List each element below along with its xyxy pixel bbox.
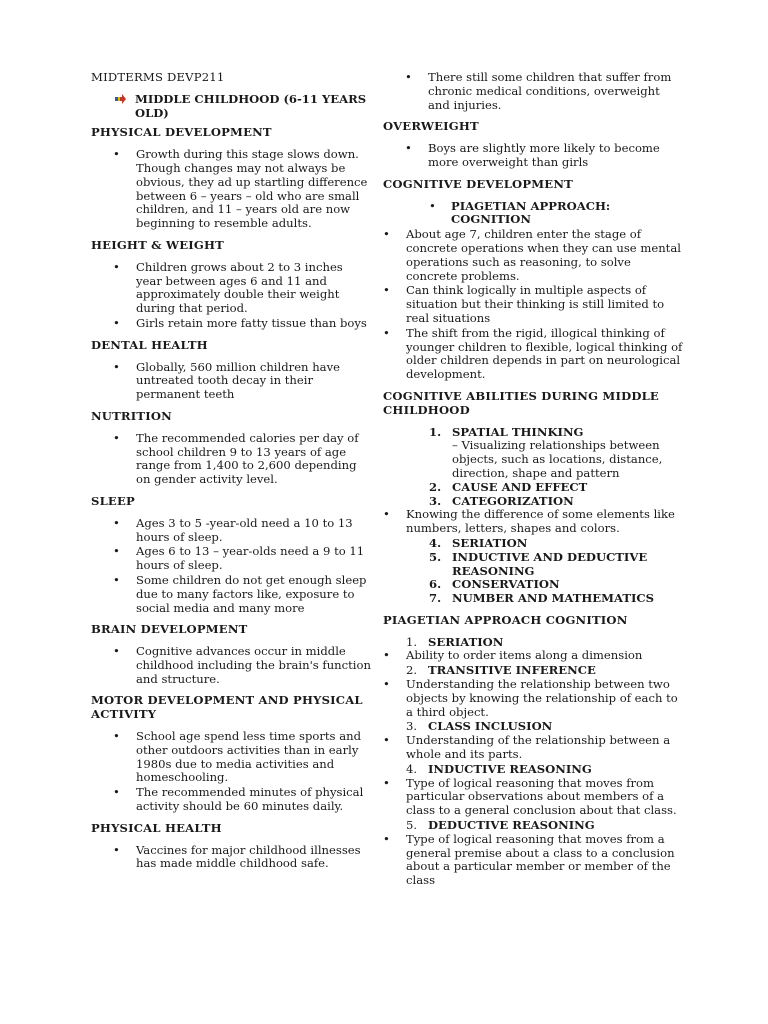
list-item — [383, 578, 683, 592]
numbered-list — [383, 664, 683, 678]
bullet-list — [383, 833, 683, 888]
bullet-list — [383, 734, 683, 762]
item-label: TRANSITIVE INFERENCE — [428, 663, 596, 678]
bullet-list — [91, 261, 371, 331]
list-item — [383, 720, 683, 734]
bullet-list — [91, 361, 371, 402]
list-item — [383, 426, 683, 481]
list-item: • The shift from the rigid, illogical thinking of younger children to flexible, logical thinking of older children depends in part on neurological development. — [383, 327, 683, 382]
item-label: CATEGORIZATION — [452, 493, 574, 508]
list-item: • Some children do not get enough sleep due to many factors like, exposure to social media and many more — [91, 574, 371, 615]
list-item: • Ages 3 to 5 -year-old need a 10 to 13 hours of sleep. — [91, 517, 371, 545]
item-label: INDUCTIVE AND DEDUCTIVE REASONING — [452, 549, 648, 578]
numbered-list — [383, 819, 683, 833]
list-item — [383, 664, 683, 678]
list-item — [383, 636, 683, 650]
section-heading: OVERWEIGHT — [383, 119, 479, 134]
section-heading: PHYSICAL DEVELOPMENT — [91, 125, 272, 140]
numbered-list — [383, 537, 683, 606]
right-column — [383, 71, 683, 889]
bullet-list — [383, 678, 683, 719]
main-topic-label: MIDDLE CHILDHOOD (6-11 YEARS OLD) — [135, 91, 367, 120]
item-number: 3. — [406, 719, 418, 734]
bullet-list — [91, 730, 371, 814]
list-item: • Understanding the relationship between two objects by knowing the relationship of each to a third object. — [383, 678, 683, 719]
bullet-list — [383, 777, 683, 818]
item-number: 5. — [406, 818, 418, 833]
list-item: • Type of logical reasoning that moves from particular observations about members of a class to a general conclusion about that class. — [383, 777, 683, 818]
list-item — [383, 481, 683, 495]
list-item: • Cognitive advances occur in middle childhood including the brain's function and structure. — [91, 645, 371, 686]
item-number: 3. — [429, 493, 442, 508]
section-heading: SLEEP — [91, 493, 135, 508]
numbered-list — [383, 426, 683, 509]
section-heading: DENTAL HEALTH — [91, 337, 208, 352]
main-topic — [113, 93, 371, 121]
list-item: • Ages 6 to 13 – year-olds need a 9 to 11 hours of sleep. — [91, 545, 371, 573]
list-item: • Can think logically in multiple aspects of situation but their thinking is still limited to real situations — [383, 284, 683, 325]
list-item: • Globally, 560 million children have untreated tooth decay in their permanent teeth — [91, 361, 371, 402]
left-column — [91, 71, 371, 879]
list-item: • School age spend less time sports and other outdoors activities than in early 1980s due to media activities and homeschooling. — [91, 730, 371, 785]
list-item: • Girls retain more fatty tissue than boys — [91, 317, 371, 331]
document-title: MIDTERMS DEVP211 — [91, 70, 225, 84]
section-heading: COGNITIVE DEVELOPMENT — [383, 176, 573, 191]
bullet-list — [91, 645, 371, 686]
item-label: INDUCTIVE REASONING — [428, 761, 592, 776]
list-item — [383, 551, 683, 579]
subsection-heading: • PIAGETIAN APPROACH: COGNITION — [383, 200, 683, 228]
section-heading: PHYSICAL HEALTH — [91, 820, 222, 835]
bullet-list — [383, 508, 683, 536]
bullet-list — [91, 148, 371, 231]
section-heading: BRAIN DEVELOPMENT — [91, 622, 248, 637]
list-item: • Children grows about 2 to 3 inches year between ages 6 and 11 and approximately double their weight during that period. — [91, 261, 371, 316]
bullet-list — [383, 649, 683, 663]
bullet-list — [383, 142, 683, 170]
bullet-list — [91, 432, 371, 487]
item-number: 1. — [406, 634, 418, 649]
section-heading: MOTOR DEVELOPMENT AND PHYSICAL ACTIVITY — [91, 693, 363, 722]
item-label: NUMBER AND MATHEMATICS — [452, 591, 654, 606]
numbered-list — [383, 763, 683, 777]
item-number: 6. — [429, 577, 442, 592]
item-label: CLASS INCLUSION — [428, 719, 553, 734]
numbered-list — [383, 636, 683, 650]
item-number: 5. — [429, 549, 442, 564]
item-label: SERIATION — [428, 634, 504, 649]
list-item: • Boys are slightly more likely to become more overweight than girls — [383, 142, 683, 170]
item-number: 4. — [406, 761, 418, 776]
list-item: • The recommended minutes of physical activity should be 60 minutes daily. — [91, 786, 371, 814]
list-item: • Ability to order items along a dimension — [383, 649, 683, 663]
item-label: CONSERVATION — [452, 577, 560, 592]
item-label: SERIATION — [452, 535, 528, 550]
section-heading: HEIGHT & WEIGHT — [91, 237, 224, 252]
bullet-list — [91, 517, 371, 616]
item-label: CAUSE AND EFFECT — [452, 479, 588, 494]
item-description: – Visualizing relationships between objects, such as locations, distance, direction, shape and pattern — [452, 438, 663, 480]
list-item — [383, 819, 683, 833]
list-item: • About age 7, children enter the stage of concrete operations when they can use mental operations such as reasoning, to solve concrete problems. — [383, 228, 683, 283]
item-label: DEDUCTIVE REASONING — [428, 818, 595, 833]
item-number: 2. — [429, 479, 442, 494]
arrow-bullet-icon — [113, 92, 127, 106]
section-heading: COGNITIVE ABILITIES DURING MIDDLE CHILDHOOD — [383, 388, 659, 417]
item-label: SPATIAL THINKING — [452, 424, 584, 439]
list-item: • Knowing the difference of some elements like numbers, letters, shapes and colors. — [383, 508, 683, 536]
list-item — [383, 592, 683, 606]
list-item: • Understanding of the relationship between a whole and its parts. — [383, 734, 683, 762]
list-item: • Vaccines for major childhood illnesses has made middle childhood safe. — [91, 844, 371, 872]
item-number: 7. — [429, 591, 442, 606]
item-number: 4. — [429, 535, 442, 550]
item-number: 2. — [406, 663, 418, 678]
numbered-list — [383, 720, 683, 734]
section-heading: PIAGETIAN APPROACH COGNITION — [383, 612, 628, 627]
bullet-list — [91, 844, 371, 872]
bullet-list — [383, 228, 683, 382]
list-item — [383, 537, 683, 551]
list-item — [383, 495, 683, 509]
list-item — [383, 763, 683, 777]
list-item: • Growth during this stage slows down. Though changes may not always be obvious, they ad up startling difference between 6 – years – old who are small children, and 11 – years old are now beginning to resemble adults. — [91, 148, 371, 231]
list-item: • Type of logical reasoning that moves from a general premise about a class to a conclusion about a particular member or member of the class — [383, 833, 683, 888]
list-item: • There still some children that suffer from chronic medical conditions, overweight and injuries. — [383, 71, 683, 112]
bullet-list — [383, 71, 683, 112]
list-item: • The recommended calories per day of school children 9 to 13 years of age range from 1,400 to 2,600 depending on gender activity level. — [91, 432, 371, 487]
item-number: 1. — [429, 424, 442, 439]
section-heading: NUTRITION — [91, 408, 172, 423]
